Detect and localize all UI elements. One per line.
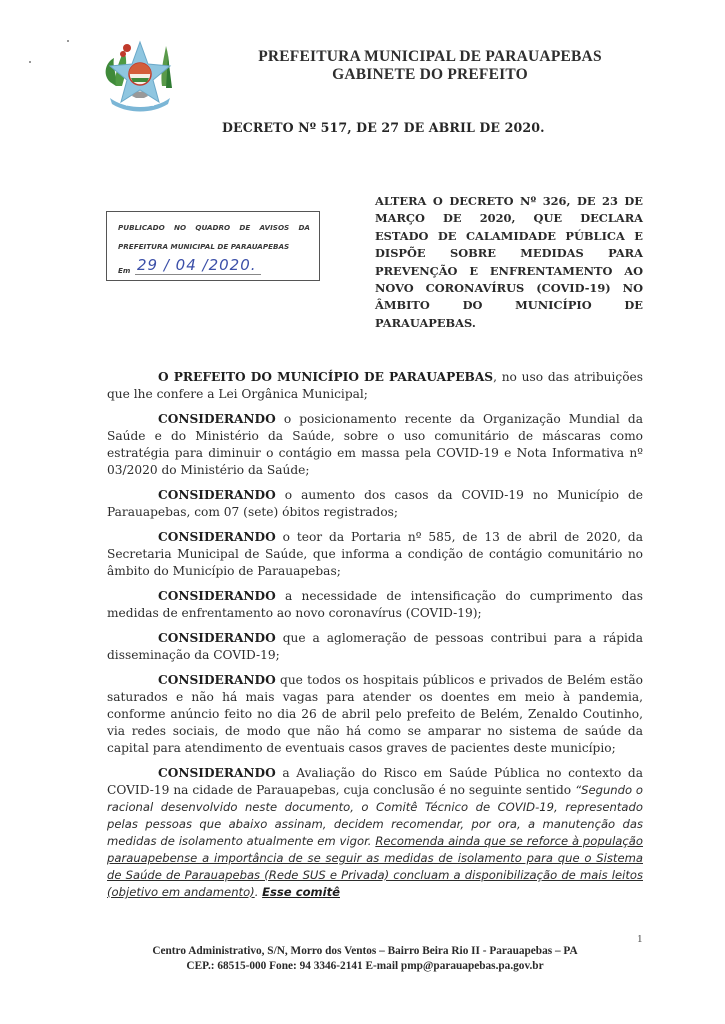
parauapebas-coat-of-arms-icon [96, 36, 184, 112]
considerando-label: CONSIDERANDO [158, 766, 276, 780]
considerando-text: o posicionamento recente da Organização Mundial da Saúde e do Ministério da Saúde, sobre o uso comunitário de máscaras como estratégia para diminuir o contágio em massa pela COVID-19 e Nota Informativa nº 03/2020 do Ministério da Saúde; [107, 412, 643, 477]
publication-date-label: Em [118, 266, 131, 275]
considerando-text: o aumento dos casos da COVID-19 no Município de Parauapebas, com 07 (sete) óbitos registrados; [107, 488, 643, 519]
considerando-label: CONSIDERANDO [158, 673, 276, 687]
publication-handwritten-date: 29 / 04 /2020. [135, 256, 261, 275]
considerando-text: o teor da Portaria nº 585, de 13 de abril de 2020, da Secretaria Municipal de Saúde, que informa a condição de contágio comunitário no âmbito do Município de Parauapebas; [107, 530, 643, 578]
header-office: GABINETE DO PREFEITO [332, 66, 528, 83]
considerando-paragraph [107, 588, 643, 622]
committee-quote: “Segundo o racional desenvolvido neste documento, o Comitê Técnico de COVID-19, representado pelas pessoas que abaixo assinam, decidem recomendar, por ora, a manutenção das medidas de isolamento atualmente em vigor. [107, 783, 643, 848]
considerando-text: a necessidade de intensificação do cumprimento das medidas de enfrentamento ao novo coronavírus (COVID-19); [107, 589, 643, 620]
considerando-label: CONSIDERANDO [158, 488, 276, 502]
page-number: 1 [637, 933, 643, 945]
considerando-label: CONSIDERANDO [158, 589, 276, 603]
footer-address: Centro Administrativo, S/N, Morro dos Ventos – Bairro Beira Rio II - Parauapebas – PA [152, 945, 578, 957]
preamble-paragraph [107, 369, 643, 403]
considerando-label: CONSIDERANDO [158, 530, 276, 544]
decree-title: DECRETO Nº 517, DE 27 DE ABRIL DE 2020. [222, 120, 545, 135]
header-municipality: PREFEITURA MUNICIPAL DE PARAUAPEBAS [258, 48, 602, 65]
publication-stamp-box [106, 211, 320, 281]
coat-of-arms-logo [96, 36, 184, 112]
considerando-paragraph [107, 672, 643, 757]
publication-line-2: PREFEITURA MUNICIPAL DE PARAUAPEBAS [118, 242, 290, 251]
scan-speck [67, 40, 69, 42]
decree-body [107, 369, 643, 909]
committee-recommendation-underlined: Recomenda ainda que se reforce à população parauapebense a importância de se seguir as medidas de isolamento para que o Sistema de Saúde de Parauapebas (Rede SUS e Privada) concluam a disponibilização de mais leitos (objetivo em andamento) [107, 834, 643, 899]
considerando-text: a Avaliação do Risco em Saúde Pública no contexto da COVID-19 na cidade de Parauapebas, cuja conclusão é no seguinte sentido [107, 766, 643, 797]
considerando-paragraph [107, 765, 643, 901]
decree-summary-ementa: ALTERA O DECRETO Nº 326, DE 23 DE MARÇO DE 2020, QUE DECLARA ESTADO DE CALAMIDADE PÚBLICA E DISPÕE SOBRE MEDIDAS PARA PREVENÇÃO E ENFRENTAMENTO AO NOVO CORONAVÍRUS (COVID-19) NO ÂMBITO DO MUNICÍPIO DE PARAUAPEBAS. [375, 194, 643, 330]
considerando-text: que a aglomeração de pessoas contribui para a rápida disseminação da COVID-19; [107, 631, 643, 662]
preamble-authority: O PREFEITO DO MUNICÍPIO DE PARAUAPEBAS [158, 370, 494, 384]
preamble-text: , no uso das atribuições que lhe confere a Lei Orgânica Municipal; [107, 370, 643, 401]
publication-line-1: PUBLICADO NO QUADRO DE AVISOS DA [118, 223, 310, 232]
considerando-label: CONSIDERANDO [158, 412, 276, 426]
considerando-label: CONSIDERANDO [158, 631, 276, 645]
footer-contact: CEP.: 68515-000 Fone: 94 3346-2141 E-mail pmp@parauapebas.pa.gov.br [186, 960, 544, 972]
considerando-paragraph [107, 630, 643, 664]
quote-period: . [254, 885, 263, 899]
logo-banner-text: PARAUAPEBAS [125, 102, 155, 107]
considerando-paragraph [107, 411, 643, 479]
committee-bold-continuation: Esse comitê [262, 885, 340, 899]
considerando-paragraph [107, 529, 643, 580]
scan-speck [29, 61, 31, 63]
considerando-text: que todos os hospitais públicos e privados de Belém estão saturados e não há mais vagas para atender os doentes em meio à pandemia, conforme anúncio feito no dia 26 de abril pelo prefeito de Belém, Zenaldo Coutinho, via redes sociais, de modo que não há como se amparar no sistema de saúde da capital para atendimento de eventuais casos graves de pacientes deste município; [107, 673, 643, 755]
considerando-paragraph [107, 487, 643, 521]
